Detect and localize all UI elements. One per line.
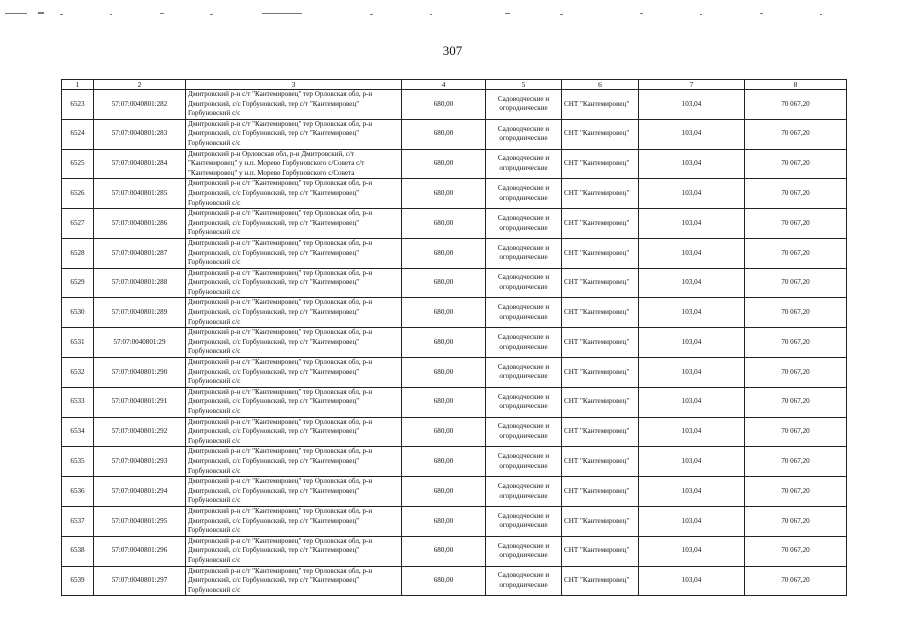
specific-value-cell: 103,04 <box>639 119 745 149</box>
area-cell: 680,00 <box>402 566 486 596</box>
specific-value-cell: 103,04 <box>639 417 745 447</box>
cadastral-value-cell: 70 067,20 <box>745 179 847 209</box>
owner-cell: СНТ "Кантемировец" <box>562 506 639 536</box>
owner-cell: СНТ "Кантемировец" <box>562 358 639 388</box>
row-number-cell: 6527 <box>62 209 94 239</box>
cadastral-value-cell: 70 067,20 <box>745 536 847 566</box>
area-cell: 680,00 <box>402 447 486 477</box>
cadastral-number-cell: 57:07:0040801:293 <box>94 447 186 477</box>
table-row <box>62 328 847 358</box>
table-row <box>62 506 847 536</box>
area-cell: 680,00 <box>402 298 486 328</box>
cadastral-value-cell: 70 067,20 <box>745 387 847 417</box>
land-use-cell: Садоводческие и огороднические <box>486 328 562 358</box>
cadastral-value-cell: 70 067,20 <box>745 566 847 596</box>
column-number: 1 <box>62 80 94 90</box>
specific-value-cell: 103,04 <box>639 566 745 596</box>
cadastral-value-cell: 70 067,20 <box>745 149 847 179</box>
table-row <box>62 119 847 149</box>
row-number-cell: 6537 <box>62 506 94 536</box>
land-use-cell: Садоводческие и огороднические <box>486 417 562 447</box>
address-cell: Дмитровский р-н с/т "Кантемировец" тер Орловская обл, р-н Дмитровский, с/с Горбуновский, тер с/т "Кантемировец" Горбуновский с/с <box>186 119 402 149</box>
address-cell: Дмитровский р-н с/т "Кантемировец" тер Орловская обл, р-н Дмитровский, с/с Горбуновский, тер с/т "Кантемировец" Горбуновский с/с <box>186 268 402 298</box>
address-cell: Дмитровский р-н с/т "Кантемировец" тер Орловская обл, р-н Дмитровский, с/с Горбуновский, тер с/т "Кантемировец" Горбуновский с/с <box>186 387 402 417</box>
specific-value-cell: 103,04 <box>639 149 745 179</box>
column-number: 7 <box>639 80 745 90</box>
row-number-cell: 6538 <box>62 536 94 566</box>
table-row <box>62 298 847 328</box>
area-cell: 680,00 <box>402 506 486 536</box>
scan-noise-strip <box>0 10 905 18</box>
address-cell: Дмитровский р-н с/т "Кантемировец" тер Орловская обл, р-н Дмитровский, с/с Горбуновский, тер с/т "Кантемировец" Горбуновский с/с <box>186 90 402 120</box>
owner-cell: СНТ "Кантемировец" <box>562 566 639 596</box>
specific-value-cell: 103,04 <box>639 506 745 536</box>
table-row <box>62 238 847 268</box>
owner-cell: СНТ "Кантемировец" <box>562 209 639 239</box>
cadastral-number-cell: 57:07:0040801:290 <box>94 358 186 388</box>
table-row <box>62 417 847 447</box>
specific-value-cell: 103,04 <box>639 536 745 566</box>
cadastral-number-cell: 57:07:0040801:296 <box>94 536 186 566</box>
row-number-cell: 6533 <box>62 387 94 417</box>
land-use-cell: Садоводческие и огороднические <box>486 179 562 209</box>
owner-cell: СНТ "Кантемировец" <box>562 447 639 477</box>
row-number-cell: 6528 <box>62 238 94 268</box>
table-row <box>62 268 847 298</box>
cadastral-number-cell: 57:07:0040801:297 <box>94 566 186 596</box>
cadastral-number-cell: 57:07:0040801:292 <box>94 417 186 447</box>
row-number-cell: 6529 <box>62 268 94 298</box>
cadastral-value-cell: 70 067,20 <box>745 209 847 239</box>
owner-cell: СНТ "Кантемировец" <box>562 328 639 358</box>
table-row <box>62 536 847 566</box>
cadastral-number-cell: 57:07:0040801:285 <box>94 179 186 209</box>
land-use-cell: Садоводческие и огороднические <box>486 536 562 566</box>
row-number-cell: 6534 <box>62 417 94 447</box>
land-use-cell: Садоводческие и огороднические <box>486 298 562 328</box>
table-row <box>62 209 847 239</box>
specific-value-cell: 103,04 <box>639 179 745 209</box>
address-cell: Дмитровский р-н с/т "Кантемировец" тер Орловская обл, р-н Дмитровский, с/с Горбуновский, тер с/т "Кантемировец" Горбуновский с/с <box>186 506 402 536</box>
owner-cell: СНТ "Кантемировец" <box>562 179 639 209</box>
area-cell: 680,00 <box>402 179 486 209</box>
cadastral-number-cell: 57:07:0040801:294 <box>94 477 186 507</box>
owner-cell: СНТ "Кантемировец" <box>562 149 639 179</box>
cadastral-number-cell: 57:07:0040801:287 <box>94 238 186 268</box>
column-number: 2 <box>94 80 186 90</box>
area-cell: 680,00 <box>402 119 486 149</box>
cadastral-number-cell: 57:07:0040801:282 <box>94 90 186 120</box>
land-use-cell: Садоводческие и огороднические <box>486 238 562 268</box>
specific-value-cell: 103,04 <box>639 298 745 328</box>
land-plot-register-table <box>61 79 847 596</box>
table-row <box>62 90 847 120</box>
area-cell: 680,00 <box>402 328 486 358</box>
cadastral-number-cell: 57:07:0040801:283 <box>94 119 186 149</box>
address-cell: Дмитровский р-н с/т "Кантемировец" тер Орловская обл, р-н Дмитровский, с/с Горбуновский, тер с/т "Кантемировец" Горбуновский с/с <box>186 209 402 239</box>
specific-value-cell: 103,04 <box>639 90 745 120</box>
specific-value-cell: 103,04 <box>639 358 745 388</box>
area-cell: 680,00 <box>402 417 486 447</box>
owner-cell: СНТ "Кантемировец" <box>562 387 639 417</box>
area-cell: 680,00 <box>402 358 486 388</box>
cadastral-value-cell: 70 067,20 <box>745 358 847 388</box>
column-number: 3 <box>186 80 402 90</box>
column-number: 5 <box>486 80 562 90</box>
cadastral-number-cell: 57:07:0040801:286 <box>94 209 186 239</box>
row-number-cell: 6523 <box>62 90 94 120</box>
land-use-cell: Садоводческие и огороднические <box>486 358 562 388</box>
column-number-row <box>62 80 847 90</box>
area-cell: 680,00 <box>402 387 486 417</box>
land-use-cell: Садоводческие и огороднические <box>486 387 562 417</box>
specific-value-cell: 103,04 <box>639 447 745 477</box>
address-cell: Дмитровский р-н с/т "Кантемировец" тер Орловская обл, р-н Дмитровский, с/с Горбуновский, тер с/т "Кантемировец" Горбуновский с/с <box>186 238 402 268</box>
address-cell: Дмитровский р-н с/т "Кантемировец" тер Орловская обл, р-н Дмитровский, с/с Горбуновский, тер с/т "Кантемировец" Горбуновский с/с <box>186 536 402 566</box>
address-cell: Дмитровский р-н с/т "Кантемировец" тер Орловская обл, р-н Дмитровский, с/с Горбуновский, тер с/т "Кантемировец" Горбуновский с/с <box>186 566 402 596</box>
row-number-cell: 6525 <box>62 149 94 179</box>
address-cell: Дмитровский р-н с/т "Кантемировец" тер Орловская обл, р-н Дмитровский, с/с Горбуновский, тер с/т "Кантемировец" Горбуновский с/с <box>186 298 402 328</box>
row-number-cell: 6532 <box>62 358 94 388</box>
row-number-cell: 6536 <box>62 477 94 507</box>
column-number: 8 <box>745 80 847 90</box>
owner-cell: СНТ "Кантемировец" <box>562 477 639 507</box>
row-number-cell: 6530 <box>62 298 94 328</box>
area-cell: 680,00 <box>402 477 486 507</box>
row-number-cell: 6524 <box>62 119 94 149</box>
area-cell: 680,00 <box>402 268 486 298</box>
cadastral-value-cell: 70 067,20 <box>745 90 847 120</box>
owner-cell: СНТ "Кантемировец" <box>562 90 639 120</box>
owner-cell: СНТ "Кантемировец" <box>562 238 639 268</box>
table-row <box>62 447 847 477</box>
address-cell: Дмитровский р-н с/т "Кантемировец" тер Орловская обл, р-н Дмитровский, с/с Горбуновский, тер с/т "Кантемировец" Горбуновский с/с <box>186 447 402 477</box>
cadastral-value-cell: 70 067,20 <box>745 477 847 507</box>
table-row <box>62 387 847 417</box>
specific-value-cell: 103,04 <box>639 238 745 268</box>
land-use-cell: Садоводческие и огороднические <box>486 119 562 149</box>
row-number-cell: 6531 <box>62 328 94 358</box>
address-cell: Дмитровский р-н с/т "Кантемировец" тер Орловская обл, р-н Дмитровский, с/с Горбуновский, тер с/т "Кантемировец" Горбуновский с/с <box>186 477 402 507</box>
area-cell: 680,00 <box>402 536 486 566</box>
specific-value-cell: 103,04 <box>639 477 745 507</box>
cadastral-number-cell: 57:07:0040801:291 <box>94 387 186 417</box>
land-use-cell: Садоводческие и огороднические <box>486 90 562 120</box>
address-cell: Дмитровский р-н Орловская обл, р-н Дмитровский, с/т "Кантемировец" у н.п. Морево Горбуновского с/Совета с/т "Кантемировец" у н.п. Морево Горбуновского с/Совета <box>186 149 402 179</box>
address-cell: Дмитровский р-н с/т "Кантемировец" тер Орловская обл, р-н Дмитровский, с/с Горбуновский, тер с/т "Кантемировец" Горбуновский с/с <box>186 358 402 388</box>
table-row <box>62 149 847 179</box>
land-use-cell: Садоводческие и огороднические <box>486 506 562 536</box>
page-number: 307 <box>442 43 463 58</box>
land-use-cell: Садоводческие и огороднические <box>486 209 562 239</box>
owner-cell: СНТ "Кантемировец" <box>562 417 639 447</box>
row-number-cell: 6535 <box>62 447 94 477</box>
column-number: 4 <box>402 80 486 90</box>
specific-value-cell: 103,04 <box>639 209 745 239</box>
cadastral-value-cell: 70 067,20 <box>745 119 847 149</box>
table-row <box>62 179 847 209</box>
cadastral-value-cell: 70 067,20 <box>745 268 847 298</box>
address-cell: Дмитровский р-н с/т "Кантемировец" тер Орловская обл, р-н Дмитровский, с/с Горбуновский, тер с/т "Кантемировец" Горбуновский с/с <box>186 179 402 209</box>
row-number-cell: 6539 <box>62 566 94 596</box>
land-use-cell: Садоводческие и огороднические <box>486 447 562 477</box>
cadastral-value-cell: 70 067,20 <box>745 506 847 536</box>
specific-value-cell: 103,04 <box>639 328 745 358</box>
owner-cell: СНТ "Кантемировец" <box>562 268 639 298</box>
land-use-cell: Садоводческие и огороднические <box>486 566 562 596</box>
land-use-cell: Садоводческие и огороднические <box>486 268 562 298</box>
area-cell: 680,00 <box>402 209 486 239</box>
row-number-cell: 6526 <box>62 179 94 209</box>
cadastral-value-cell: 70 067,20 <box>745 417 847 447</box>
cadastral-value-cell: 70 067,20 <box>745 238 847 268</box>
area-cell: 680,00 <box>402 238 486 268</box>
address-cell: Дмитровский р-н с/т "Кантемировец" тер Орловская обл, р-н Дмитровский, с/с Горбуновский, тер с/т "Кантемировец" Горбуновский с/с <box>186 328 402 358</box>
cadastral-number-cell: 57:07:0040801:295 <box>94 506 186 536</box>
owner-cell: СНТ "Кантемировец" <box>562 119 639 149</box>
table-row <box>62 477 847 507</box>
specific-value-cell: 103,04 <box>639 387 745 417</box>
cadastral-number-cell: 57:07:0040801:29 <box>94 328 186 358</box>
land-use-cell: Садоводческие и огороднические <box>486 149 562 179</box>
owner-cell: СНТ "Кантемировец" <box>562 536 639 566</box>
area-cell: 680,00 <box>402 90 486 120</box>
cadastral-number-cell: 57:07:0040801:284 <box>94 149 186 179</box>
cadastral-value-cell: 70 067,20 <box>745 298 847 328</box>
specific-value-cell: 103,04 <box>639 268 745 298</box>
cadastral-value-cell: 70 067,20 <box>745 447 847 477</box>
cadastral-number-cell: 57:07:0040801:289 <box>94 298 186 328</box>
land-use-cell: Садоводческие и огороднические <box>486 477 562 507</box>
column-number: 6 <box>562 80 639 90</box>
owner-cell: СНТ "Кантемировец" <box>562 298 639 328</box>
area-cell: 680,00 <box>402 149 486 179</box>
table-row <box>62 358 847 388</box>
table-row <box>62 566 847 596</box>
cadastral-number-cell: 57:07:0040801:288 <box>94 268 186 298</box>
address-cell: Дмитровский р-н с/т "Кантемировец" тер Орловская обл, р-н Дмитровский, с/с Горбуновский, тер с/т "Кантемировец" Горбуновский с/с <box>186 417 402 447</box>
cadastral-value-cell: 70 067,20 <box>745 328 847 358</box>
